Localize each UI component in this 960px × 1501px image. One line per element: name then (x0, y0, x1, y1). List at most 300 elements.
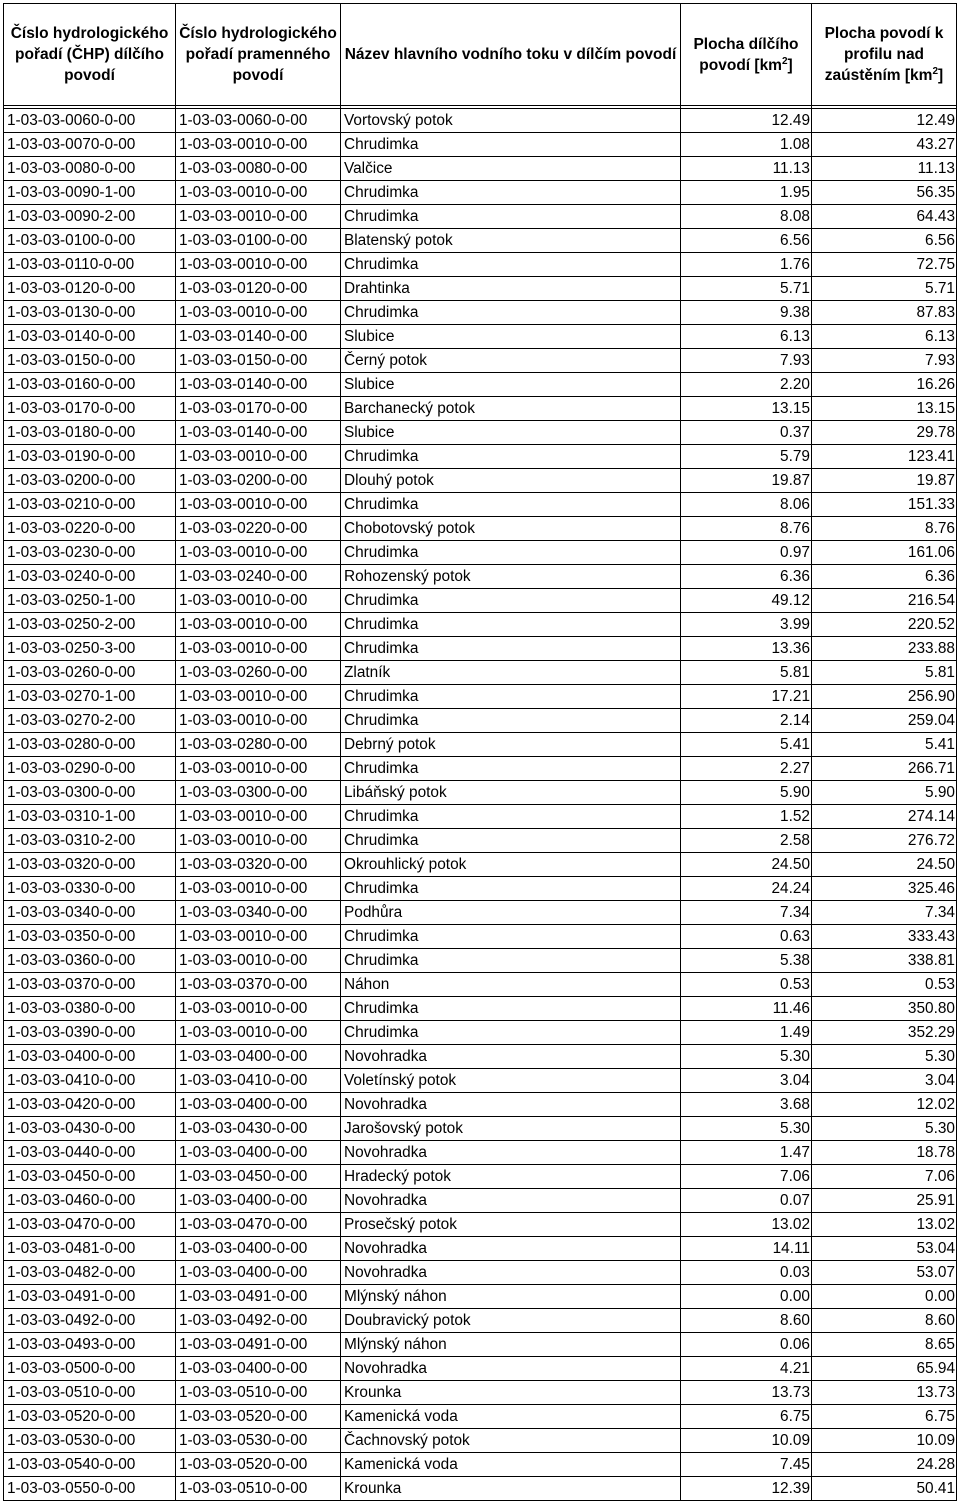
chp-source-basin-cell: 1-03-03-0400-0-00 (176, 1045, 341, 1069)
chp-subbasin-cell: 1-03-03-0530-0-00 (4, 1429, 176, 1453)
table-row (4, 1165, 957, 1189)
header-subbasin-area-end: ] (787, 56, 793, 74)
table-row (4, 133, 957, 157)
stream-name-cell: Chrudimka (341, 205, 681, 229)
subbasin-area-cell: 1.47 (681, 1141, 812, 1165)
subbasin-area-cell: 6.13 (681, 325, 812, 349)
subbasin-area-cell: 49.12 (681, 589, 812, 613)
table-row (4, 565, 957, 589)
chp-source-basin-cell: 1-03-03-0010-0-00 (176, 685, 341, 709)
cumulative-area-cell: 0.53 (812, 973, 957, 997)
table-row (4, 685, 957, 709)
stream-name-cell: Chrudimka (341, 925, 681, 949)
stream-name-cell: Blatenský potok (341, 229, 681, 253)
table-row (4, 205, 957, 229)
subbasin-area-cell: 0.03 (681, 1261, 812, 1285)
stream-name-cell: Chrudimka (341, 253, 681, 277)
chp-source-basin-cell: 1-03-03-0010-0-00 (176, 877, 341, 901)
table-row (4, 517, 957, 541)
table-row (4, 973, 957, 997)
table-row (4, 469, 957, 493)
table-row (4, 1405, 957, 1429)
table-row (4, 1381, 957, 1405)
table-row (4, 1021, 957, 1045)
table-row (4, 1285, 957, 1309)
subbasin-area-cell: 3.04 (681, 1069, 812, 1093)
stream-name-cell: Čachnovský potok (341, 1429, 681, 1453)
subbasin-area-cell: 1.76 (681, 253, 812, 277)
subbasin-area-cell: 13.02 (681, 1213, 812, 1237)
subbasin-area-cell: 3.68 (681, 1093, 812, 1117)
header-main-stream-name (341, 4, 681, 106)
cumulative-area-cell: 13.15 (812, 397, 957, 421)
subbasin-area-cell: 6.75 (681, 1405, 812, 1429)
cumulative-area-cell: 5.41 (812, 733, 957, 757)
chp-subbasin-cell: 1-03-03-0340-0-00 (4, 901, 176, 925)
subbasin-area-cell: 10.09 (681, 1429, 812, 1453)
header-cumulative-area-text: Plocha povodí k profilu nad zaústěním [km (824, 25, 944, 84)
header-cumulative-area-sup: 2 (932, 66, 939, 77)
stream-name-cell: Černý potok (341, 349, 681, 373)
chp-subbasin-cell: 1-03-03-0100-0-00 (4, 229, 176, 253)
stream-name-cell: Krounka (341, 1381, 681, 1405)
cumulative-area-cell: 29.78 (812, 421, 957, 445)
subbasin-area-cell: 14.11 (681, 1237, 812, 1261)
cumulative-area-cell: 333.43 (812, 925, 957, 949)
table-row (4, 1477, 957, 1501)
chp-subbasin-cell: 1-03-03-0300-0-00 (4, 781, 176, 805)
chp-subbasin-cell: 1-03-03-0470-0-00 (4, 1213, 176, 1237)
cumulative-area-cell: 53.07 (812, 1261, 957, 1285)
chp-subbasin-cell: 1-03-03-0080-0-00 (4, 157, 176, 181)
table-row (4, 493, 957, 517)
subbasin-area-cell: 9.38 (681, 301, 812, 325)
chp-subbasin-cell: 1-03-03-0310-2-00 (4, 829, 176, 853)
stream-name-cell: Chrudimka (341, 133, 681, 157)
cumulative-area-cell: 65.94 (812, 1357, 957, 1381)
stream-name-cell: Jarošovský potok (341, 1117, 681, 1141)
cumulative-area-cell: 11.13 (812, 157, 957, 181)
chp-subbasin-cell: 1-03-03-0493-0-00 (4, 1333, 176, 1357)
chp-source-basin-cell: 1-03-03-0200-0-00 (176, 469, 341, 493)
table-row (4, 949, 957, 973)
table-row (4, 1357, 957, 1381)
stream-name-cell: Rohozenský potok (341, 565, 681, 589)
chp-subbasin-cell: 1-03-03-0090-2-00 (4, 205, 176, 229)
stream-name-cell: Vortovský potok (341, 109, 681, 133)
chp-source-basin-cell: 1-03-03-0280-0-00 (176, 733, 341, 757)
chp-source-basin-cell: 1-03-03-0220-0-00 (176, 517, 341, 541)
cumulative-area-cell: 24.50 (812, 853, 957, 877)
stream-name-cell: Chrudimka (341, 685, 681, 709)
table-row (4, 349, 957, 373)
cumulative-area-cell: 5.30 (812, 1117, 957, 1141)
cumulative-area-cell: 13.02 (812, 1213, 957, 1237)
chp-source-basin-cell: 1-03-03-0260-0-00 (176, 661, 341, 685)
subbasin-area-cell: 12.39 (681, 1477, 812, 1501)
stream-name-cell: Chrudimka (341, 829, 681, 853)
cumulative-area-cell: 72.75 (812, 253, 957, 277)
stream-name-cell: Novohradka (341, 1261, 681, 1285)
cumulative-area-cell: 220.52 (812, 613, 957, 637)
stream-name-cell: Chrudimka (341, 805, 681, 829)
table-row (4, 709, 957, 733)
chp-subbasin-cell: 1-03-03-0450-0-00 (4, 1165, 176, 1189)
chp-subbasin-cell: 1-03-03-0160-0-00 (4, 373, 176, 397)
stream-name-cell: Novohradka (341, 1189, 681, 1213)
table-row (4, 1333, 957, 1357)
chp-source-basin-cell: 1-03-03-0010-0-00 (176, 805, 341, 829)
subbasin-area-cell: 1.08 (681, 133, 812, 157)
cumulative-area-cell: 151.33 (812, 493, 957, 517)
table-row (4, 1045, 957, 1069)
cumulative-area-cell: 216.54 (812, 589, 957, 613)
stream-name-cell: Chrudimka (341, 493, 681, 517)
chp-subbasin-cell: 1-03-03-0180-0-00 (4, 421, 176, 445)
chp-source-basin-cell: 1-03-03-0010-0-00 (176, 445, 341, 469)
subbasin-area-cell: 11.13 (681, 157, 812, 181)
chp-subbasin-cell: 1-03-03-0200-0-00 (4, 469, 176, 493)
chp-subbasin-cell: 1-03-03-0190-0-00 (4, 445, 176, 469)
table-row (4, 157, 957, 181)
subbasin-area-cell: 11.46 (681, 997, 812, 1021)
subbasin-area-cell: 13.73 (681, 1381, 812, 1405)
chp-subbasin-cell: 1-03-03-0460-0-00 (4, 1189, 176, 1213)
stream-name-cell: Náhon (341, 973, 681, 997)
cumulative-area-cell: 64.43 (812, 205, 957, 229)
subbasin-area-cell: 0.63 (681, 925, 812, 949)
cumulative-area-cell: 16.26 (812, 373, 957, 397)
chp-source-basin-cell: 1-03-03-0150-0-00 (176, 349, 341, 373)
stream-name-cell: Chrudimka (341, 997, 681, 1021)
chp-source-basin-cell: 1-03-03-0430-0-00 (176, 1117, 341, 1141)
stream-name-cell: Valčice (341, 157, 681, 181)
chp-subbasin-cell: 1-03-03-0430-0-00 (4, 1117, 176, 1141)
cumulative-area-cell: 325.46 (812, 877, 957, 901)
subbasin-area-cell: 8.60 (681, 1309, 812, 1333)
subbasin-area-cell: 5.30 (681, 1117, 812, 1141)
chp-source-basin-cell: 1-03-03-0010-0-00 (176, 493, 341, 517)
chp-subbasin-cell: 1-03-03-0370-0-00 (4, 973, 176, 997)
subbasin-area-cell: 5.41 (681, 733, 812, 757)
chp-source-basin-cell: 1-03-03-0010-0-00 (176, 997, 341, 1021)
chp-source-basin-cell: 1-03-03-0470-0-00 (176, 1213, 341, 1237)
cumulative-area-cell: 266.71 (812, 757, 957, 781)
stream-name-cell: Krounka (341, 1477, 681, 1501)
chp-subbasin-cell: 1-03-03-0250-2-00 (4, 613, 176, 637)
subbasin-area-cell: 0.37 (681, 421, 812, 445)
table-row (4, 253, 957, 277)
chp-source-basin-cell: 1-03-03-0120-0-00 (176, 277, 341, 301)
chp-source-basin-cell: 1-03-03-0010-0-00 (176, 541, 341, 565)
table-row (4, 1213, 957, 1237)
subbasin-area-cell: 7.45 (681, 1453, 812, 1477)
stream-name-cell: Chrudimka (341, 949, 681, 973)
chp-source-basin-cell: 1-03-03-0400-0-00 (176, 1237, 341, 1261)
cumulative-area-cell: 256.90 (812, 685, 957, 709)
chp-source-basin-cell: 1-03-03-0370-0-00 (176, 973, 341, 997)
subbasin-area-cell: 5.38 (681, 949, 812, 973)
stream-name-cell: Barchanecký potok (341, 397, 681, 421)
table-row (4, 781, 957, 805)
table-row (4, 757, 957, 781)
stream-name-cell: Podhůra (341, 901, 681, 925)
subbasin-area-cell: 24.50 (681, 853, 812, 877)
cumulative-area-cell: 233.88 (812, 637, 957, 661)
chp-subbasin-cell: 1-03-03-0360-0-00 (4, 949, 176, 973)
cumulative-area-cell: 6.36 (812, 565, 957, 589)
subbasin-area-cell: 2.14 (681, 709, 812, 733)
table-row (4, 1093, 957, 1117)
chp-subbasin-cell: 1-03-03-0491-0-00 (4, 1285, 176, 1309)
chp-source-basin-cell: 1-03-03-0491-0-00 (176, 1285, 341, 1309)
chp-source-basin-cell: 1-03-03-0170-0-00 (176, 397, 341, 421)
cumulative-area-cell: 7.93 (812, 349, 957, 373)
chp-source-basin-cell: 1-03-03-0100-0-00 (176, 229, 341, 253)
stream-name-cell: Kamenická voda (341, 1405, 681, 1429)
header-cumulative-area-end: ] (938, 67, 944, 84)
stream-name-cell: Novohradka (341, 1093, 681, 1117)
chp-subbasin-cell: 1-03-03-0350-0-00 (4, 925, 176, 949)
table-row (4, 925, 957, 949)
chp-source-basin-cell: 1-03-03-0410-0-00 (176, 1069, 341, 1093)
chp-subbasin-cell: 1-03-03-0110-0-00 (4, 253, 176, 277)
chp-source-basin-cell: 1-03-03-0520-0-00 (176, 1453, 341, 1477)
table-row (4, 541, 957, 565)
stream-name-cell: Chobotovský potok (341, 517, 681, 541)
cumulative-area-cell: 43.27 (812, 133, 957, 157)
subbasin-area-cell: 3.99 (681, 613, 812, 637)
stream-name-cell: Chrudimka (341, 181, 681, 205)
stream-name-cell: Novohradka (341, 1141, 681, 1165)
cumulative-area-cell: 352.29 (812, 1021, 957, 1045)
subbasin-area-cell: 1.49 (681, 1021, 812, 1045)
chp-source-basin-cell: 1-03-03-0010-0-00 (176, 925, 341, 949)
subbasin-area-cell: 5.71 (681, 277, 812, 301)
cumulative-area-cell: 123.41 (812, 445, 957, 469)
header-chp-source-basin-text: Číslo hydrologického pořadí pramenného povodí (179, 25, 337, 84)
stream-name-cell: Novohradka (341, 1045, 681, 1069)
subbasin-area-cell: 17.21 (681, 685, 812, 709)
subbasin-area-cell: 19.87 (681, 469, 812, 493)
chp-subbasin-cell: 1-03-03-0510-0-00 (4, 1381, 176, 1405)
stream-name-cell: Chrudimka (341, 637, 681, 661)
chp-source-basin-cell: 1-03-03-0400-0-00 (176, 1357, 341, 1381)
chp-subbasin-cell: 1-03-03-0250-1-00 (4, 589, 176, 613)
stream-name-cell: Chrudimka (341, 1021, 681, 1045)
cumulative-area-cell: 7.34 (812, 901, 957, 925)
cumulative-area-cell: 50.41 (812, 1477, 957, 1501)
cumulative-area-cell: 56.35 (812, 181, 957, 205)
stream-name-cell: Chrudimka (341, 757, 681, 781)
cumulative-area-cell: 6.75 (812, 1405, 957, 1429)
cumulative-area-cell: 5.90 (812, 781, 957, 805)
stream-name-cell: Slubice (341, 325, 681, 349)
chp-subbasin-cell: 1-03-03-0330-0-00 (4, 877, 176, 901)
cumulative-area-cell: 161.06 (812, 541, 957, 565)
chp-subbasin-cell: 1-03-03-0150-0-00 (4, 349, 176, 373)
chp-subbasin-cell: 1-03-03-0280-0-00 (4, 733, 176, 757)
chp-source-basin-cell: 1-03-03-0060-0-00 (176, 109, 341, 133)
chp-subbasin-cell: 1-03-03-0380-0-00 (4, 997, 176, 1021)
stream-name-cell: Voletínský potok (341, 1069, 681, 1093)
table-row (4, 1453, 957, 1477)
cumulative-area-cell: 6.56 (812, 229, 957, 253)
header-cumulative-area (812, 4, 957, 106)
stream-name-cell: Libáňský potok (341, 781, 681, 805)
header-subbasin-area-text: Plocha dílčího povodí [km (693, 35, 799, 74)
subbasin-area-cell: 8.08 (681, 205, 812, 229)
chp-source-basin-cell: 1-03-03-0530-0-00 (176, 1429, 341, 1453)
table-row (4, 1189, 957, 1213)
cumulative-area-cell: 87.83 (812, 301, 957, 325)
chp-source-basin-cell: 1-03-03-0010-0-00 (176, 637, 341, 661)
subbasin-area-cell: 0.06 (681, 1333, 812, 1357)
chp-source-basin-cell: 1-03-03-0010-0-00 (176, 181, 341, 205)
table-row (4, 877, 957, 901)
subbasin-area-cell: 1.95 (681, 181, 812, 205)
chp-subbasin-cell: 1-03-03-0250-3-00 (4, 637, 176, 661)
subbasin-area-cell: 0.07 (681, 1189, 812, 1213)
subbasin-area-cell: 5.90 (681, 781, 812, 805)
header-subbasin-area (681, 4, 812, 106)
chp-source-basin-cell: 1-03-03-0510-0-00 (176, 1477, 341, 1501)
chp-source-basin-cell: 1-03-03-0010-0-00 (176, 1021, 341, 1045)
cumulative-area-cell: 7.06 (812, 1165, 957, 1189)
chp-source-basin-cell: 1-03-03-0010-0-00 (176, 301, 341, 325)
subbasin-area-cell: 2.58 (681, 829, 812, 853)
cumulative-area-cell: 24.28 (812, 1453, 957, 1477)
table-row (4, 1117, 957, 1141)
chp-subbasin-cell: 1-03-03-0310-1-00 (4, 805, 176, 829)
stream-name-cell: Chrudimka (341, 445, 681, 469)
cumulative-area-cell: 25.91 (812, 1189, 957, 1213)
basin-table (3, 3, 957, 1501)
table-row (4, 421, 957, 445)
table-row (4, 373, 957, 397)
table-row (4, 613, 957, 637)
chp-source-basin-cell: 1-03-03-0240-0-00 (176, 565, 341, 589)
subbasin-area-cell: 5.81 (681, 661, 812, 685)
subbasin-area-cell: 13.36 (681, 637, 812, 661)
chp-subbasin-cell: 1-03-03-0120-0-00 (4, 277, 176, 301)
subbasin-area-cell: 2.27 (681, 757, 812, 781)
cumulative-area-cell: 3.04 (812, 1069, 957, 1093)
stream-name-cell: Chrudimka (341, 709, 681, 733)
subbasin-area-cell: 0.00 (681, 1285, 812, 1309)
header-chp-source-basin (176, 4, 341, 106)
chp-subbasin-cell: 1-03-03-0540-0-00 (4, 1453, 176, 1477)
table-row (4, 1237, 957, 1261)
table-row (4, 1141, 957, 1165)
chp-source-basin-cell: 1-03-03-0400-0-00 (176, 1189, 341, 1213)
stream-name-cell: Chrudimka (341, 613, 681, 637)
chp-subbasin-cell: 1-03-03-0420-0-00 (4, 1093, 176, 1117)
chp-source-basin-cell: 1-03-03-0140-0-00 (176, 325, 341, 349)
header-chp-subbasin-text: Číslo hydrologického pořadí (ČHP) dílčího povodí (10, 25, 169, 84)
chp-source-basin-cell: 1-03-03-0340-0-00 (176, 901, 341, 925)
header-subbasin-area-sup: 2 (781, 55, 788, 67)
cumulative-area-cell: 338.81 (812, 949, 957, 973)
table-row (4, 733, 957, 757)
table-row (4, 277, 957, 301)
table-row (4, 397, 957, 421)
table-row (4, 829, 957, 853)
cumulative-area-cell: 350.80 (812, 997, 957, 1021)
cumulative-area-cell: 19.87 (812, 469, 957, 493)
subbasin-area-cell: 4.21 (681, 1357, 812, 1381)
subbasin-area-cell: 7.06 (681, 1165, 812, 1189)
stream-name-cell: Okrouhlický potok (341, 853, 681, 877)
table-row (4, 1429, 957, 1453)
chp-subbasin-cell: 1-03-03-0390-0-00 (4, 1021, 176, 1045)
table-row (4, 661, 957, 685)
chp-subbasin-cell: 1-03-03-0060-0-00 (4, 109, 176, 133)
chp-source-basin-cell: 1-03-03-0010-0-00 (176, 589, 341, 613)
stream-name-cell: Chrudimka (341, 301, 681, 325)
chp-subbasin-cell: 1-03-03-0290-0-00 (4, 757, 176, 781)
chp-subbasin-cell: 1-03-03-0550-0-00 (4, 1477, 176, 1501)
stream-name-cell: Dlouhý potok (341, 469, 681, 493)
chp-source-basin-cell: 1-03-03-0400-0-00 (176, 1261, 341, 1285)
cumulative-area-cell: 12.02 (812, 1093, 957, 1117)
chp-source-basin-cell: 1-03-03-0450-0-00 (176, 1165, 341, 1189)
chp-source-basin-cell: 1-03-03-0010-0-00 (176, 709, 341, 733)
table-row (4, 805, 957, 829)
table-row (4, 1261, 957, 1285)
chp-subbasin-cell: 1-03-03-0130-0-00 (4, 301, 176, 325)
table-body (4, 109, 957, 1501)
subbasin-area-cell: 5.79 (681, 445, 812, 469)
table-row (4, 1069, 957, 1093)
subbasin-area-cell: 8.06 (681, 493, 812, 517)
subbasin-area-cell: 6.36 (681, 565, 812, 589)
stream-name-cell: Novohradka (341, 1237, 681, 1261)
stream-name-cell: Slubice (341, 373, 681, 397)
stream-name-cell: Debrný potok (341, 733, 681, 757)
chp-subbasin-cell: 1-03-03-0400-0-00 (4, 1045, 176, 1069)
stream-name-cell: Mlýnský náhon (341, 1333, 681, 1357)
cumulative-area-cell: 8.60 (812, 1309, 957, 1333)
chp-source-basin-cell: 1-03-03-0080-0-00 (176, 157, 341, 181)
cumulative-area-cell: 259.04 (812, 709, 957, 733)
chp-source-basin-cell: 1-03-03-0320-0-00 (176, 853, 341, 877)
chp-subbasin-cell: 1-03-03-0481-0-00 (4, 1237, 176, 1261)
subbasin-area-cell: 2.20 (681, 373, 812, 397)
subbasin-area-cell: 12.49 (681, 109, 812, 133)
stream-name-cell: Chrudimka (341, 541, 681, 565)
cumulative-area-cell: 5.81 (812, 661, 957, 685)
chp-subbasin-cell: 1-03-03-0090-1-00 (4, 181, 176, 205)
chp-subbasin-cell: 1-03-03-0482-0-00 (4, 1261, 176, 1285)
stream-name-cell: Drahtinka (341, 277, 681, 301)
chp-subbasin-cell: 1-03-03-0260-0-00 (4, 661, 176, 685)
chp-source-basin-cell: 1-03-03-0010-0-00 (176, 253, 341, 277)
cumulative-area-cell: 18.78 (812, 1141, 957, 1165)
chp-subbasin-cell: 1-03-03-0270-2-00 (4, 709, 176, 733)
subbasin-area-cell: 7.93 (681, 349, 812, 373)
subbasin-area-cell: 13.15 (681, 397, 812, 421)
chp-subbasin-cell: 1-03-03-0410-0-00 (4, 1069, 176, 1093)
cumulative-area-cell: 6.13 (812, 325, 957, 349)
subbasin-area-cell: 7.34 (681, 901, 812, 925)
chp-subbasin-cell: 1-03-03-0492-0-00 (4, 1309, 176, 1333)
chp-subbasin-cell: 1-03-03-0070-0-00 (4, 133, 176, 157)
stream-name-cell: Mlýnský náhon (341, 1285, 681, 1309)
table-row (4, 325, 957, 349)
cumulative-area-cell: 5.30 (812, 1045, 957, 1069)
chp-subbasin-cell: 1-03-03-0520-0-00 (4, 1405, 176, 1429)
